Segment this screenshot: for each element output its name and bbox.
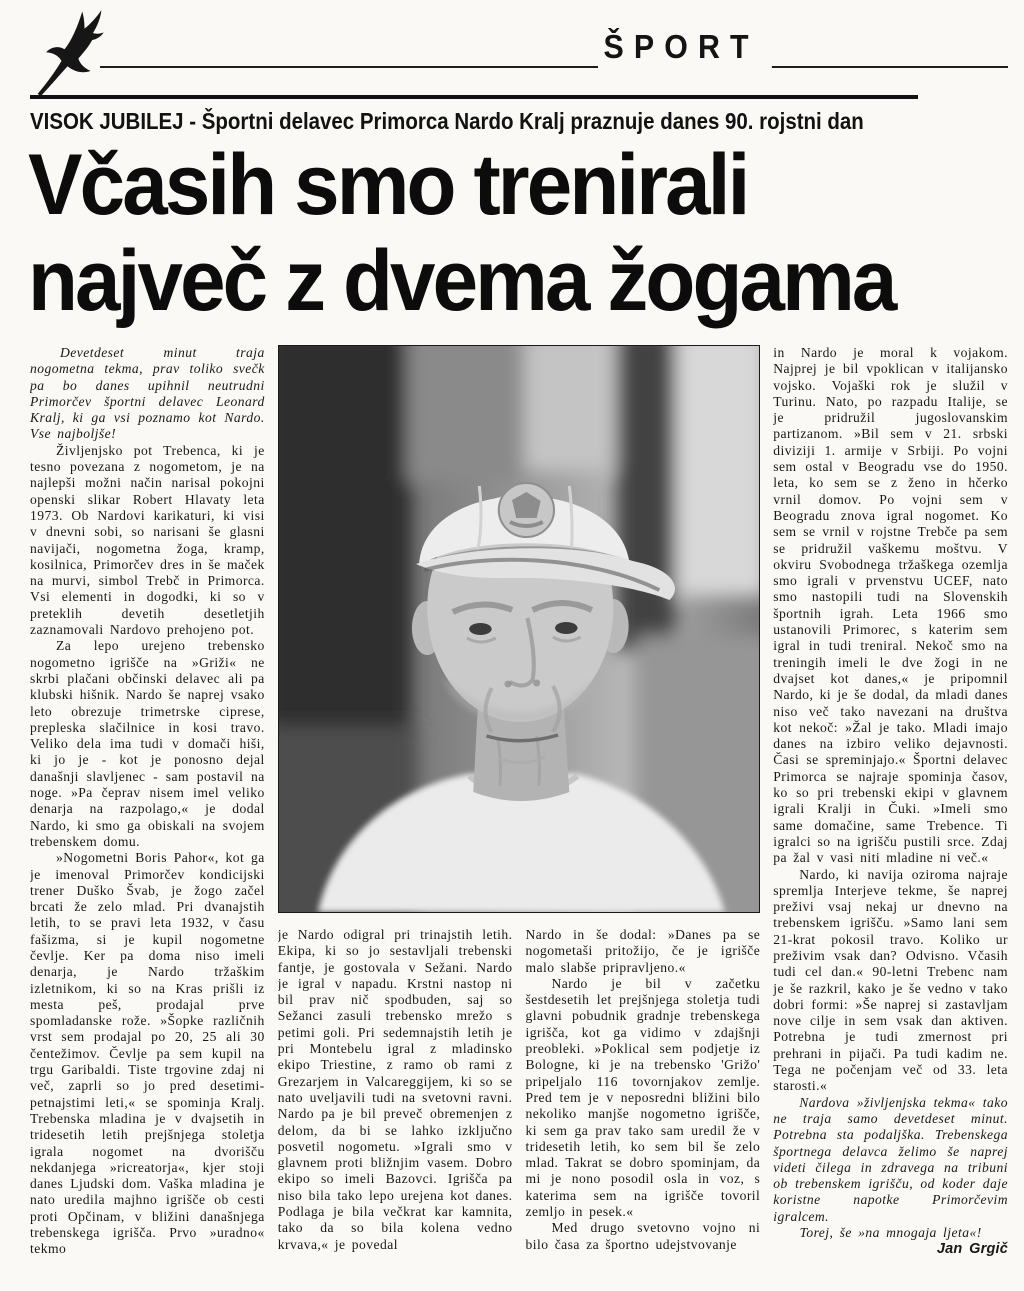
paragraph: in Nardo je moral k vojakom. Najprej je bil vpoklican v italijansko vojsko. Vojaški rok je služil v Turinu. Nato, po razpadu Italije, se je pridružil jugoslovanskim partizanom. »Bil sem v 21. srbski diviziji 1. armije v Srbiji. Po vojni sem ostal v Beogradu vse do 1950. leta, ko sem se z ženo in hčerko vrnil domov. Po vojni sem v Beogradu znova igral nogomet. Ko sem se vrnil v rojstne Trebče pa sem se pridružil vaškemu moštvu. V okviru Svobodnega tržaškega ozemlja smo igrali v prvenstvu UCEF, nato smo nastopili tudi na Slovenskih športnih igrah. Leta 1966 smo ustanovili Primorec, s katerim sem igral in tudi treniral. Nekoč smo na treningih imeli le dve žogi in ne dvajset kot danes,« je pripomnil Nardo, ki je še dodal, da mladi danes niso več tako navezani na društva kot nekoč: »Žal je tako. Mladi imajo danes na izbiro veliko dejavnosti. Časi se spreminjajo.« Športni delavec Primorca se najraje spominja časov, ko so pri trebenski ekipi v glavnem igrali Kralji in Čuki. »Imeli smo same domačine, same Trebence. Ti igralci so na igrišču pustili srce. Zdaj pa žal v vasi niti mladine ni več.« — [773, 345, 1008, 866]
byline: Jan Grgič — [936, 1241, 1008, 1258]
lead-paragraph: Devetdeset minut traja nogometna tekma, prav toliko svečk pa bo danes upihnil neutrudni Primorčev športni delavec Leonard Kralj, ki ga vsi poznamo kot Nardo. Vse najboljše! — [30, 345, 265, 442]
paragraph: Nardo, ki navija oziroma najraje spremlja Interjeve tekme, še naprej preživi vsaj nekaj ur dnevno na trebenskem igrišču. »Samo lani sem 21-krat pokosil travo. Koliko ur preživim vsak dan? Odvisno. Včasih tudi cel dan.« 90-letni Trebenc nam je še razkril, kako je še vedno v tako dobri formi: »Še naprej si zastavljam nove cilje in sem vsak dan aktiven. Potrebna je tudi zmernost pri prehrani in pijači. Pa tudi kadim ne. Tega ne počenjam več od 33. leta starosti.« — [773, 866, 1008, 1094]
header-rule — [100, 66, 1008, 68]
kicker-label: VISOK JUBILEJ — [30, 108, 184, 134]
masthead — [0, 0, 1024, 100]
article-body — [30, 345, 1008, 1271]
headline-line-1: Včasih smo trenirali — [28, 137, 748, 233]
middle-columns — [278, 927, 761, 1271]
article-column-1 — [30, 345, 265, 1271]
paragraph: Med drugo svetovno vojno ni bilo časa za športno udejstvovanje — [525, 1220, 761, 1252]
paragraph: »Nogometni Boris Pahor«, kot ga je imenoval Primorčev kondicijski trener Duško Švab, je žogo začel brcati že zelo mlad. Pri dvanajstih letih, to se pravi leta 1932, v času fašizma, si je kupil nogometne čevlje. Ker pa doma niso imeli denarja, je Nardo tržaškim izletnikom, ki so na Kras prišli iz mesta peš, prodajal prve spomladanske rože. »Šopke različnih vrst sem prodajal po 20, 25 ali 30 čentežimov. Čevlje pa sem kupil na trgu Garibaldi. Tiste trgovine zdaj ni več, zaprli so jo pred desetimi-petnajstimi leti,« se spominja Kralj. Trebenska mladina je v dvajsetih in tridesetih letih prejšnjega stoletja igrala nogomet na dvorišču nekdanjega »ricreatorja«, kjer stoji danes Ljudski dom. Vaška mladina je nato uredila majhno igrišče ob cesti proti Opčinam, v bližini današnjega trebenskega igrišča. Prvo »uradno« tekmo — [30, 850, 265, 1257]
article-column-3 — [526, 927, 761, 1271]
closing-line: Torej, še »na mnogaja ljeta«! — [799, 1225, 982, 1241]
kicker-top-rule — [30, 95, 918, 99]
paragraph: Življenjsko pot Trebenca, ki je tesno povezana z nogometom, je na najlepši možni način narisal pokojni openski slikar Robert Hlavaty leta 1973. Ob Nardovi karikaturi, ki visi v dnevni sobi, so narisani še glasni navijači, nogometna žoga, kramp, kosilnica, Primorčev dres in še maček na murvi, simbol Trebč in Primorca. Vsi elementi in dogodki, ki so v preteklih devetih desetletjih zaznamovali Nardovo prehojeno pot. — [30, 442, 265, 638]
bird-logo-icon — [14, 4, 132, 100]
paragraph: Nardo je bil v začetku šestdesetih let prejšnjega stoletja tudi glavni pobudnik gradnje trebenskega igrišča, kot ga vidimo v zdajšnji preobleki. »Poklical sem podjetje iz Bologne, ki je na trebensko 'Grižo' pripeljalo 116 tovornjakov zemlje. Pred tem je v neposredni bližini bilo nekoliko manjše nogometno igrišče, ki sem ga prav tako sam uredil že v tridesetih letih, ko sem bil še zelo mlad. Takrat se dobro spominjam, da mi je nono posodil osla in voz, s katerima sem na igrišče tovoril zemljo in pesek.« — [525, 975, 761, 1220]
article-column-4 — [773, 345, 1008, 1271]
kicker-text: - Športni delavec Primorca Nardo Kralj praznuje danes 90. rojstni dan — [183, 108, 864, 134]
section-title: ŠPORT — [598, 28, 772, 68]
article-middle — [278, 345, 761, 1271]
paragraph: je Nardo odigral pri trinajstih letih. Ekipa, ki so jo sestavljali trebenski fantje, je gostovala v Sežani. Nardo je igral v napadu. Krstni nastop ni bil prav nič spodbuden, saj so Sežanci zasuli trebensko mrežo s petimi goli. Pri sedemnajstih letih je pri Montebelu igral z mladinsko ekipo Triestine, z ramo ob rami z Grezarjem in Valcareggijem, ki so se nato uveljavili tudi na svetovni ravni. Nardo pa je bil preveč obremenjen z delom, da bi se lahko izključno posvetil nogometu. »Igrali smo v glavnem proti bližnjim vasem. Dobro ekipo so imeli Bazovci. Igrišča pa niso bila tako lepo urejena kot danes. Podlaga je bila večkrat kar kamnita, tako da so bila kolena vedno krvava,« je povedal — [277, 927, 513, 1252]
portrait-photo — [278, 345, 761, 913]
paragraph: Nardo in še dodal: »Danes pa se nogometaši pritožijo, če je igrišče malo slabše pripravljeno.« — [525, 927, 761, 975]
article-column-2 — [278, 927, 513, 1271]
kicker — [30, 108, 915, 135]
closing-paragraph: Nardova »življenjska tekma« tako ne traja samo devetdeset minut. Potrebna sta podaljška. Trebenskega športnega delavca želimo še naprej videti čilega in zdravega na tribuni ob trebenskem igrišču, od koder daje koristne napotke Primorčevim igralcem. — [773, 1094, 1008, 1224]
headline-line-2: največ z dvema žogama — [28, 233, 895, 329]
paragraph: Za lepo urejeno trebensko nogometno igrišče na »Griži« ne skrbi plačani občinski delavec ali pa klubski hišnik. Nardo še naprej vsako leto obrezuje trimetrske ciprese, prepleska slačilnice in kosi travo. Veliko dela ima tudi v domači hiši, ki jo je - kot je ponosno dejal današnji slavljenec - sam postavil na noge. »Pa čeprav nisem imel veliko denarja na razpolago,« je dodal Nardo, ki smo ga obiskali na svojem trebenskem domu. — [30, 638, 265, 849]
headline — [28, 137, 974, 329]
